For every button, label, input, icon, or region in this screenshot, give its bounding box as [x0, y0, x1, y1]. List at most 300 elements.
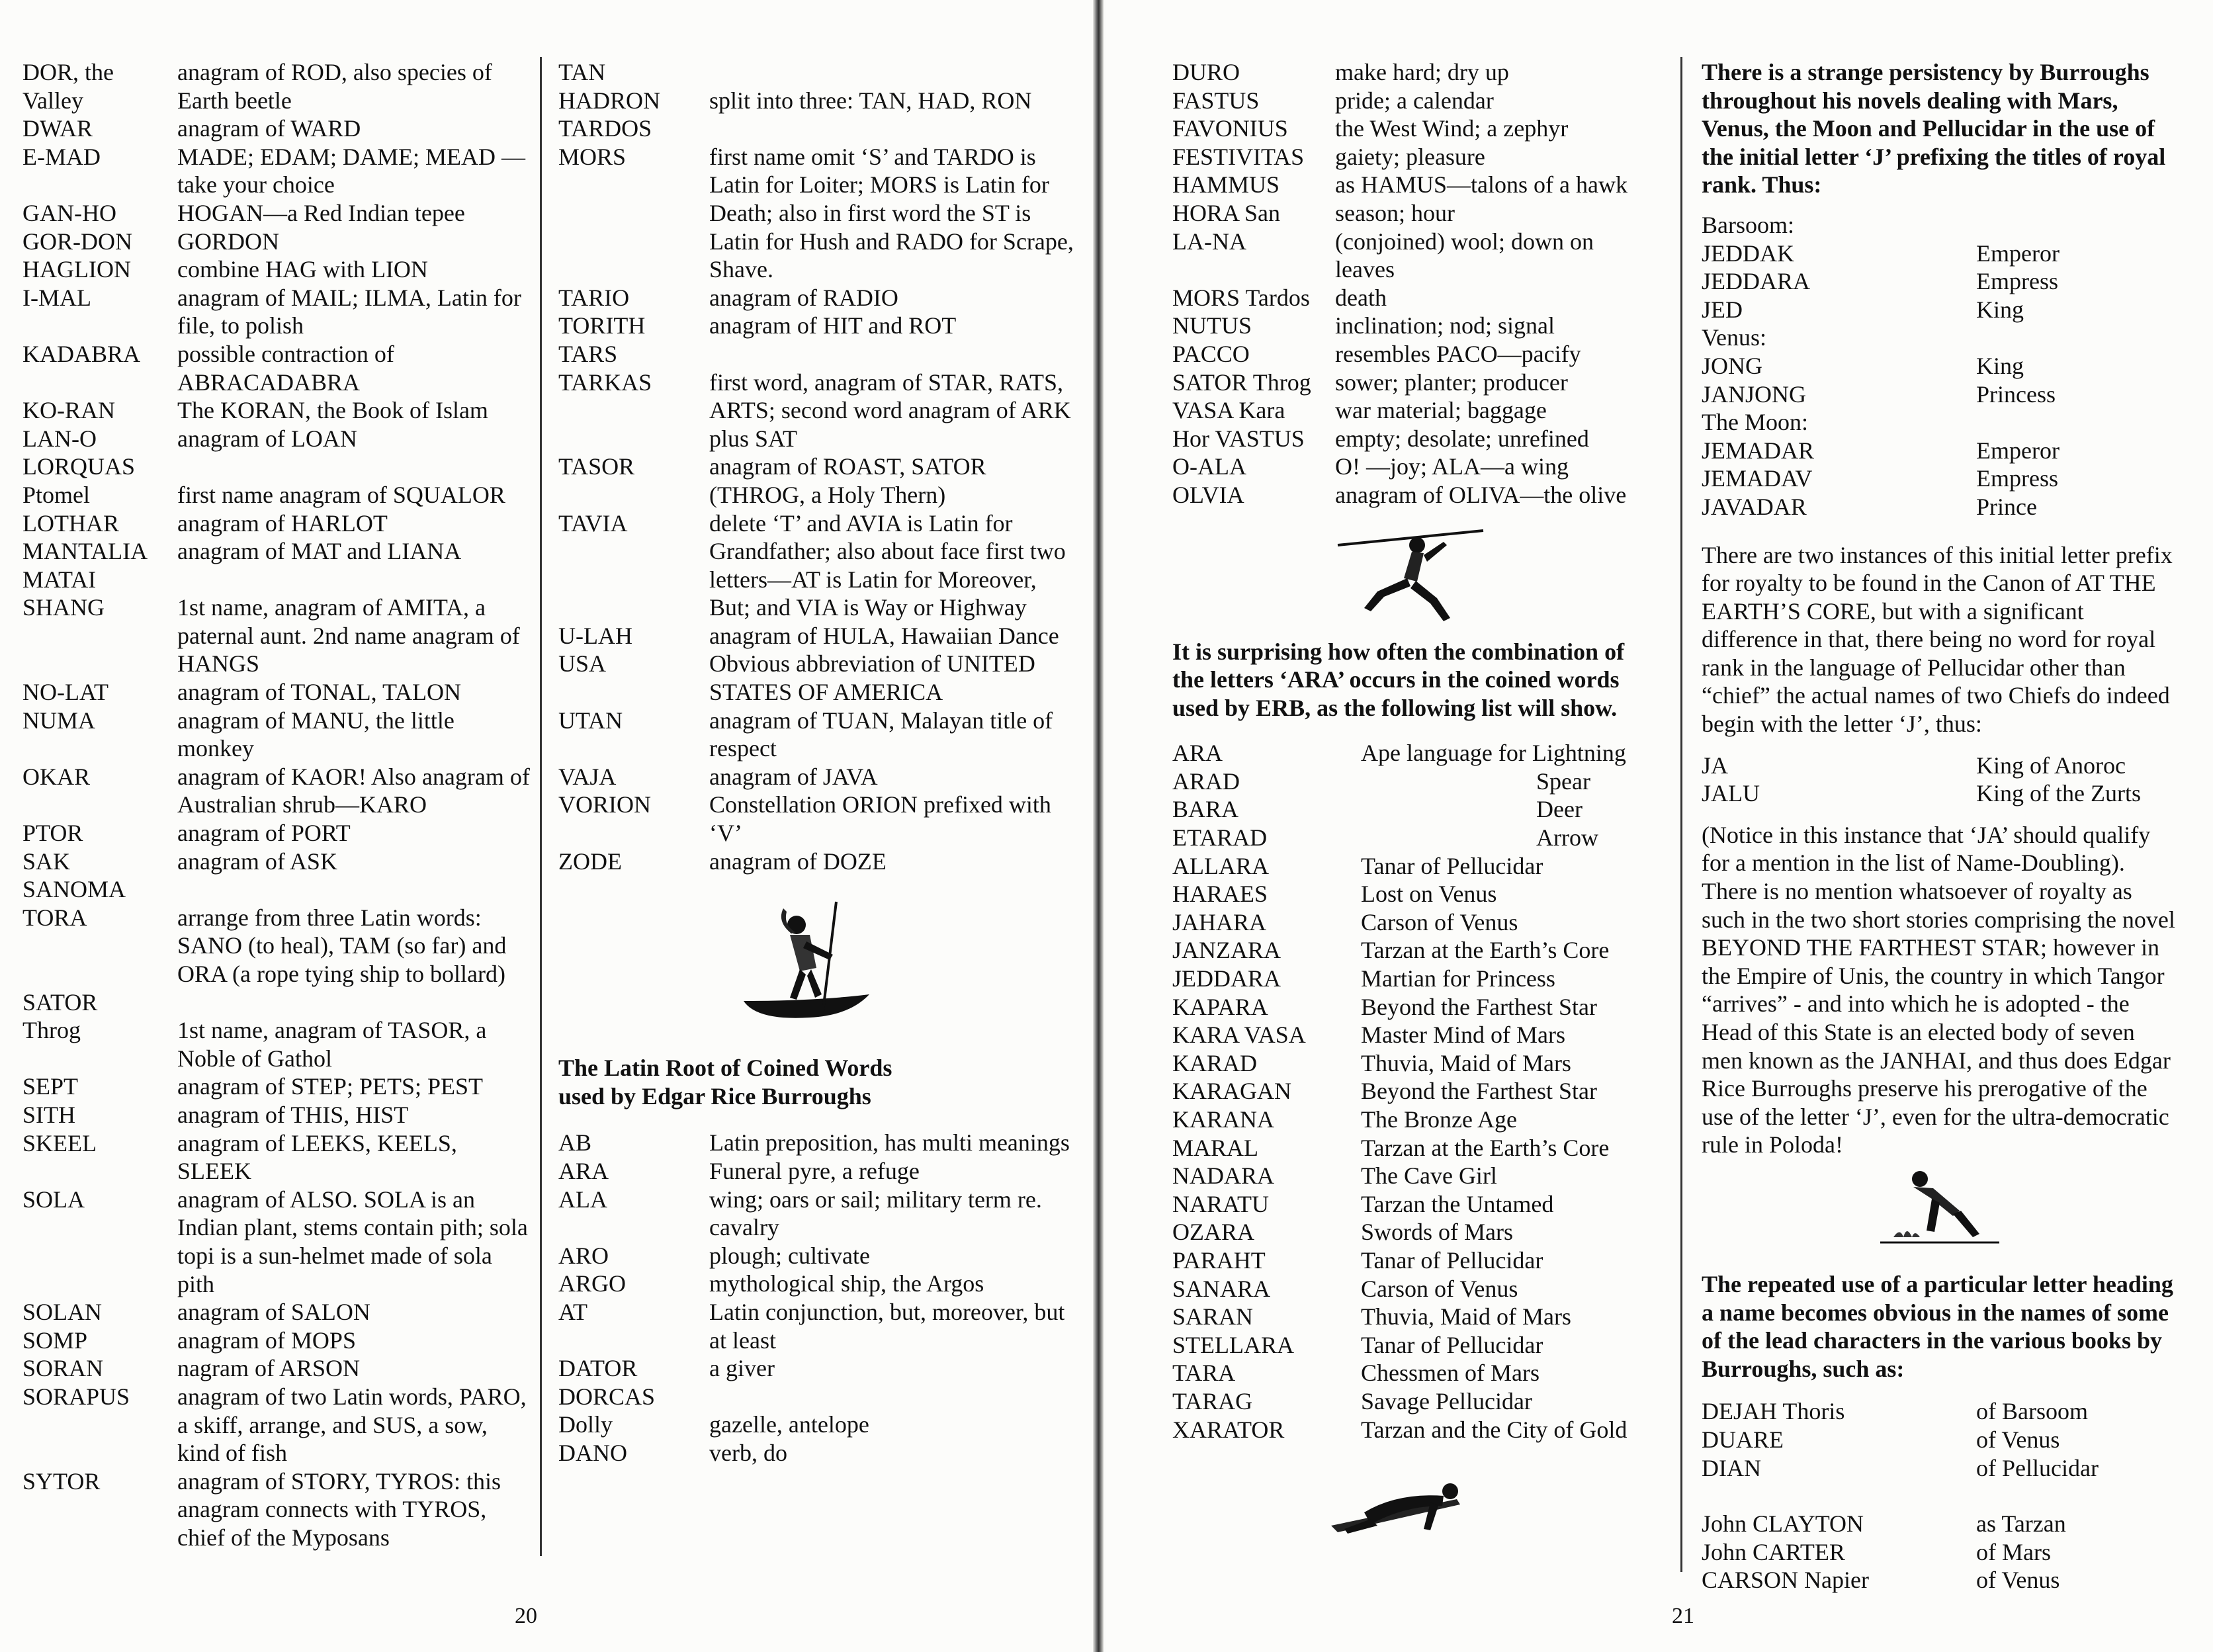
- entry-term: FESTIVITAS: [1172, 143, 1305, 170]
- entry-term: Hor VASTUS: [1172, 425, 1305, 452]
- poloda-paragraph: (Notice in this instance that ‘JA’ should qualify for a mention in the list of Name-Doubling). There is no mention whatsoever of royalty as such in the two short stories comprising the novel BEYOND THE FARTHEST STAR; however in the Empire of Unis, the country in which Tangor “arrives” - and into which he is adopted - the Head of this State is an elected body of seven men known as the JANHAI, and thus does Edgar Rice Burroughs preserve his prerogative of the use of the letter ‘J’, even for the ultra-democratic rule in Poloda!: [1702, 821, 2175, 1158]
- entry-term: LAN-O: [22, 425, 97, 452]
- glossary-entry: [558, 763, 1074, 791]
- glossary-entry: [1172, 425, 1635, 453]
- entry-term: VASA Kara: [1172, 397, 1285, 424]
- item-name: Barsoom:: [1702, 211, 1794, 238]
- entry-term: Ptomel: [22, 481, 91, 508]
- left-column-1: [22, 58, 532, 1551]
- entry-definition: Tarzan at the Earth’s Core: [1361, 1134, 1610, 1161]
- glossary-entry: [22, 566, 532, 594]
- entry-definition: anagram of LOAN: [177, 425, 357, 452]
- entry-term: ARA: [558, 1158, 609, 1184]
- glossary-entry: [1172, 767, 1635, 796]
- glossary-entry: [22, 340, 532, 396]
- entry-definition: Ape language for Lightning: [1361, 740, 1626, 767]
- glossary-entry: [1172, 1049, 1635, 1078]
- entry-term: SAK: [22, 848, 71, 875]
- entry-definition: anagram of STORY, TYROS: this anagram connects with TYROS, chief of the Myposans: [177, 1467, 501, 1551]
- item-name: JALU: [1702, 780, 1760, 807]
- glossary-entry: [558, 340, 1074, 369]
- glossary-entry: [1172, 1077, 1635, 1106]
- glossary-entry: [22, 1016, 532, 1072]
- entry-definition: Funeral pyre, a refuge: [709, 1158, 920, 1184]
- entry-term: NUTUS: [1172, 312, 1252, 339]
- entry-definition: Latin preposition, has multi meanings: [709, 1129, 1070, 1156]
- item-name: JEDDAK: [1702, 239, 1794, 267]
- entry-term: Throg: [22, 1017, 81, 1044]
- entry-term: SOLAN: [22, 1299, 103, 1326]
- entry-term: OZARA: [1172, 1219, 1254, 1246]
- entry-term: KARA VASA: [1172, 1022, 1306, 1049]
- glossary-entry: [558, 143, 1074, 284]
- entry-term: ARO: [558, 1242, 609, 1269]
- entry-definition: a giver: [709, 1355, 775, 1382]
- item-name: Venus:: [1702, 324, 1766, 351]
- entry-term: MANTALIA: [22, 538, 148, 565]
- entry-definition: Deer: [1536, 796, 1583, 823]
- entry-term: PTOR: [22, 820, 83, 847]
- entry-definition: Swords of Mars: [1361, 1219, 1513, 1246]
- entry-definition: anagram of HARLOT: [177, 509, 388, 537]
- entry-term: KADABRA: [22, 340, 141, 367]
- glossary-entry: [22, 904, 532, 988]
- glossary-entry: [1172, 312, 1635, 340]
- entry-definition: anagram of DOZE: [709, 848, 887, 875]
- entry-definition: wing; oars or sail; military term re. cavalry: [709, 1186, 1042, 1241]
- glossary-entry: [1172, 228, 1635, 284]
- item-meaning: Empress: [1976, 465, 2058, 492]
- entry-term: DWAR: [22, 115, 93, 142]
- glossary-entry: [22, 425, 532, 453]
- entry-definition: the West Wind; a zephyr: [1335, 115, 1569, 142]
- glossary-entry: [558, 1270, 1074, 1298]
- item-name: JED: [1702, 296, 1743, 323]
- entry-term: TARS: [558, 340, 618, 367]
- runner-with-spear-illustration: [1324, 525, 1497, 625]
- glossary-entry: [1172, 1359, 1635, 1387]
- entry-definition: Carson of Venus: [1361, 1275, 1518, 1302]
- glossary-entry: [1172, 1162, 1635, 1190]
- glossary-entry: [558, 453, 1074, 509]
- entry-definition: delete ‘T’ and AVIA is Latin for Grandfather; also about face first two letters—AT is Latin for Moreover, But; and VIA is Way or Highway: [709, 509, 1066, 621]
- glossary-entry: [22, 1072, 532, 1101]
- entry-term: AB: [558, 1129, 592, 1156]
- glossary-entry: [22, 875, 532, 904]
- glossary-entry: [22, 848, 532, 876]
- crawling-figure-illustration: [1324, 1466, 1477, 1539]
- entry-definition: as HAMUS—talons of a hawk: [1335, 171, 1627, 198]
- entry-definition: war material; baggage: [1335, 397, 1547, 424]
- entry-term: SOMP: [22, 1326, 88, 1354]
- entry-term: VORION: [558, 791, 651, 818]
- glossary-entry: [1172, 369, 1635, 397]
- entry-definition: nagram of ARSON: [177, 1355, 360, 1382]
- glossary-entry: [558, 1439, 1074, 1467]
- entry-term: MORS Tardos: [1172, 284, 1310, 311]
- entry-term: FASTUS: [1172, 87, 1260, 114]
- glossary-entry: [1172, 1134, 1635, 1162]
- glossary-entry: [1172, 1246, 1635, 1275]
- entry-term: PACCO: [1172, 340, 1250, 367]
- entry-term: TORA: [22, 904, 87, 931]
- item-meaning: King of the Zurts: [1976, 780, 2141, 807]
- entry-definition: anagram of STEP; PETS; PEST: [177, 1073, 483, 1100]
- item-meaning: [1976, 211, 2178, 239]
- entry-definition: Tarzan at the Earth’s Core: [1361, 937, 1610, 964]
- glossary-entry: [558, 622, 1074, 650]
- entry-definition: 1st name, anagram of AMITA, a paternal aunt. 2nd name anagram of HANGS: [177, 594, 520, 677]
- glossary-entry: [558, 791, 1074, 847]
- entry-term: DOR, the Valley: [22, 59, 114, 114]
- entry-definition: Beyond the Farthest Star: [1361, 1078, 1597, 1105]
- entry-definition: anagram of MOPS: [177, 1326, 356, 1354]
- list-item: [1702, 239, 2178, 268]
- entry-term: Dolly: [558, 1411, 613, 1438]
- entry-definition: anagram of THIS, HIST: [177, 1101, 409, 1128]
- entry-definition: empty; desolate; unrefined: [1335, 425, 1589, 452]
- entry-term: BARA: [1172, 796, 1239, 823]
- glossary-entry: [1172, 199, 1635, 228]
- item-meaning: Princess: [1976, 380, 2056, 408]
- item-meaning: King: [1976, 352, 2024, 379]
- entry-term: TARAG: [1172, 1387, 1253, 1414]
- entry-definition: Chessmen of Mars: [1361, 1360, 1540, 1387]
- entry-term: KO-RAN: [22, 397, 115, 424]
- entry-definition: sower; planter; producer: [1335, 369, 1568, 396]
- entry-term: TAN: [558, 59, 606, 85]
- glossary-entry: [22, 143, 532, 199]
- entry-term: NO-LAT: [22, 679, 108, 706]
- royal-heading: There is a strange persistency by Burroughs throughout his novels dealing with Mars, Venus, the Moon and Pellucidar in the use of the initial letter ‘J’ prefixing the titles of royal rank. Thus:: [1702, 59, 2166, 198]
- entry-definition: [177, 566, 532, 594]
- entry-term: GOR-DON: [22, 228, 132, 255]
- entry-definition: combine HAG with LION: [177, 256, 428, 283]
- entry-definition: anagram of TONAL, TALON: [177, 679, 462, 706]
- item-name: JEMADAR: [1702, 437, 1815, 464]
- entry-term: HARAES: [1172, 881, 1268, 908]
- entry-definition: [709, 58, 1074, 87]
- glossary-entry: [22, 537, 532, 566]
- item-meaning: Emperor: [1976, 437, 2060, 464]
- entry-term: SITH: [22, 1101, 75, 1128]
- item-name: JANJONG: [1702, 380, 1807, 408]
- glossary-entry: [1172, 1218, 1635, 1246]
- entry-definition: Master Mind of Mars: [1361, 1022, 1565, 1049]
- right-column-1: [1172, 58, 1635, 1539]
- page-number-left: 20: [515, 1604, 537, 1628]
- entry-term: LA-NA: [1172, 228, 1246, 255]
- glossary-entry: [1172, 396, 1635, 425]
- latin-heading: The Latin Root of Coined Words used by Edgar Rice Burroughs: [558, 1055, 892, 1109]
- glossary-entry: [558, 284, 1074, 312]
- entry-term: SORAPUS: [22, 1383, 130, 1410]
- entry-term: TORITH: [558, 312, 646, 339]
- glossary-entry: [22, 593, 532, 678]
- entry-definition: season; hour: [1335, 199, 1455, 226]
- entry-term: U-LAH: [558, 622, 632, 649]
- entry-definition: Arrow: [1536, 824, 1598, 851]
- entry-term: MARAL: [1172, 1134, 1259, 1161]
- item-name: John CARTER: [1702, 1538, 1845, 1565]
- glossary-entry: [22, 1467, 532, 1552]
- entry-definition: anagram of SALON: [177, 1299, 370, 1326]
- entry-definition: split into three: TAN, HAD, RON: [709, 87, 1032, 114]
- item-meaning: of Venus: [1976, 1426, 2060, 1453]
- list-item: [1702, 352, 2178, 380]
- entry-term: SEPT: [22, 1073, 79, 1100]
- entry-definition: Tanar of Pellucidar: [1361, 852, 1543, 879]
- entry-term: DURO: [1172, 59, 1240, 85]
- entry-definition: possible contraction of ABRACADABRA: [177, 340, 394, 396]
- item-meaning: Prince: [1976, 493, 2037, 520]
- boatman-illustration: [737, 895, 889, 1027]
- glossary-entry: [22, 1298, 532, 1326]
- right-page: [1106, 0, 2213, 1652]
- entry-definition: anagram of MAIL; ILMA, Latin for file, to polish: [177, 284, 521, 339]
- entry-definition: Martian for Princess: [1361, 965, 1555, 992]
- glossary-entry: [22, 255, 532, 284]
- glossary-entry: [22, 678, 532, 707]
- list-item: [1702, 267, 2178, 296]
- page-number-right: 21: [1672, 1604, 1694, 1628]
- entry-term: ARAD: [1172, 767, 1240, 795]
- entry-term: ETARAD: [1172, 824, 1268, 851]
- entry-term: AT: [558, 1298, 587, 1325]
- entry-term: OKAR: [22, 763, 91, 790]
- glossary-entry: [22, 114, 532, 143]
- entry-definition: [709, 1383, 1074, 1411]
- entry-definition: inclination; nod; signal: [1335, 312, 1555, 339]
- glossary-entry: [22, 228, 532, 256]
- entry-definition: (conjoined) wool; down on leaves: [1335, 228, 1594, 283]
- entry-term: DANO: [558, 1439, 627, 1466]
- entry-definition: The Cave Girl: [1361, 1162, 1497, 1190]
- entry-term: HORA San: [1172, 199, 1281, 226]
- entry-term: KARANA: [1172, 1106, 1275, 1133]
- glossary-entry: [22, 707, 532, 763]
- entry-term: DATOR: [558, 1355, 638, 1382]
- glossary-entry: [1172, 284, 1635, 312]
- entry-term: TASOR: [558, 453, 635, 480]
- glossary-entry: [558, 1383, 1074, 1411]
- item-name: JEDDARA: [1702, 268, 1811, 295]
- glossary-entry: [1172, 965, 1635, 993]
- entry-definition: anagram of MANU, the little monkey: [177, 707, 455, 762]
- list-item: [1702, 493, 2178, 521]
- item-name: JONG: [1702, 352, 1763, 379]
- glossary-entry: [1172, 1416, 1635, 1444]
- kneeling-figure-illustration: [1874, 1164, 2006, 1250]
- entry-term: TAVIA: [558, 509, 628, 537]
- item-meaning: of Pellucidar: [1976, 1454, 2099, 1481]
- glossary-entry: [1172, 1303, 1635, 1331]
- list-item: [1702, 437, 2178, 465]
- glossary-entry: [22, 58, 532, 114]
- entry-definition: first name omit ‘S’ and TARDO is Latin for Loiter; MORS is Latin for Death; also in first word the ST is Latin for Hush and RADO for Scrape, Shave.: [709, 143, 1074, 283]
- glossary-entry: [558, 114, 1074, 143]
- entry-definition: Beyond the Farthest Star: [1361, 993, 1597, 1020]
- glossary-entry: [1172, 852, 1635, 881]
- entry-term: O-ALA: [1172, 453, 1246, 480]
- glossary-entry: [22, 988, 532, 1017]
- entry-definition: [177, 875, 532, 904]
- glossary-entry: [1172, 87, 1635, 115]
- entry-definition: Tarzan the Untamed: [1361, 1190, 1554, 1217]
- glossary-entry: [558, 1186, 1074, 1242]
- item-name: JEMADAV: [1702, 465, 1813, 492]
- entry-definition: arrange from three Latin words: SANO (to heal), TAM (so far) and ORA (a rope tying ship to bollard): [177, 904, 507, 987]
- glossary-entry: [22, 1186, 532, 1298]
- entry-term: ARA: [1172, 740, 1223, 767]
- list-item: [1702, 296, 2178, 324]
- glossary-entry: [22, 763, 532, 819]
- list-item: [1702, 1397, 2178, 1426]
- item-meaning: of Barsoom: [1976, 1398, 2088, 1425]
- entry-term: SANOMA: [22, 876, 126, 903]
- entry-definition: death: [1335, 284, 1387, 311]
- glossary-entry: [22, 284, 532, 340]
- glossary-entry: [22, 396, 532, 425]
- glossary-entry: [558, 509, 1074, 622]
- book-gutter: [1093, 0, 1104, 1652]
- entry-definition: Tarzan and the City of Gold: [1361, 1416, 1627, 1443]
- royal-paragraph: There are two instances of this initial letter prefix for royalty to be found in the Canon of AT THE EARTH’S CORE, but with a significant difference in that, there being no word for royal rank in the language of Pellucidar other than “chief” the actual names of two Chiefs do indeed begin with the letter ‘J’, thus:: [1702, 541, 2173, 738]
- list-item: [1702, 1426, 2178, 1454]
- list-item: [1702, 464, 2178, 493]
- glossary-entry: [558, 1411, 1074, 1439]
- entry-term: KARAGAN: [1172, 1078, 1291, 1105]
- entry-term: MORS: [558, 143, 627, 170]
- entry-definition: Constellation ORION prefixed with ‘V’: [709, 791, 1051, 847]
- entry-term: SARAN: [1172, 1303, 1254, 1330]
- entry-definition: anagram of ROAST, SATOR (THROG, a Holy Thern): [709, 453, 986, 508]
- glossary-entry: [558, 707, 1074, 763]
- glossary-entry: [1172, 340, 1635, 369]
- glossary-entry: [1172, 795, 1635, 824]
- glossary-entry: [1172, 143, 1635, 171]
- glossary-entry: [1172, 453, 1635, 481]
- glossary-entry: [558, 1354, 1074, 1383]
- entry-definition: anagram of ASK: [177, 848, 337, 875]
- entry-definition: resembles PACO—pacify: [1335, 340, 1581, 367]
- item-name: DUARE: [1702, 1426, 1784, 1453]
- ara-heading: It is surprising how often the combination of the letters ‘ARA’ occurs in the coined words used by ERB, as the following list will show.: [1172, 638, 1625, 721]
- glossary-entry: [22, 509, 532, 538]
- item-name: CARSON Napier: [1702, 1567, 1869, 1594]
- glossary-entry: [22, 199, 532, 228]
- right-column-2: [1702, 58, 2178, 1594]
- entry-term: LORQUAS: [22, 453, 136, 480]
- entry-term: TARIO: [558, 284, 630, 311]
- glossary-entry: [1172, 908, 1635, 937]
- entry-definition: The KORAN, the Book of Islam: [177, 397, 488, 424]
- entry-term: USA: [558, 650, 607, 677]
- glossary-entry: [558, 848, 1074, 876]
- entry-definition: MADE; EDAM; DAME; MEAD —take your choice: [177, 143, 525, 198]
- glossary-entry: [22, 1326, 532, 1355]
- entry-definition: [709, 340, 1074, 369]
- entry-term: NUMA: [22, 707, 96, 734]
- entry-term: HADRON: [558, 87, 661, 114]
- item-meaning: of Mars: [1976, 1538, 2051, 1565]
- entry-definition: anagram of LEEKS, KEELS, SLEEK: [177, 1129, 457, 1185]
- list-item: [1702, 380, 2178, 409]
- entry-definition: anagram of KAOR! Also anagram of Australian shrub—KARO: [177, 763, 530, 818]
- item-meaning: Emperor: [1976, 239, 2060, 267]
- entry-definition: anagram of HIT and ROT: [709, 312, 957, 339]
- entry-term: SHANG: [22, 594, 105, 621]
- entry-term: ALLARA: [1172, 852, 1269, 879]
- list-item: [1702, 1538, 2178, 1567]
- repeat-heading: The repeated use of a particular letter heading a name becomes obvious in the names of some of the lead characters in the various books by Burroughs, such as:: [1702, 1270, 2173, 1382]
- entry-term: OLVIA: [1172, 481, 1244, 508]
- glossary-entry: [1172, 58, 1635, 87]
- list-item: [1702, 779, 2178, 808]
- entry-term: SOLA: [22, 1186, 85, 1213]
- list-item: [1702, 1510, 2178, 1538]
- entry-definition: [709, 114, 1074, 143]
- entry-definition: anagram of ALSO. SOLA is an Indian plant, stems contain pith; sola topi is a sun-helmet made of sola pith: [177, 1186, 528, 1297]
- entry-term: HAGLION: [22, 256, 131, 283]
- entry-definition: anagram of MAT and LIANA: [177, 538, 462, 565]
- entry-term: JANZARA: [1172, 937, 1281, 964]
- item-meaning: of Venus: [1976, 1567, 2060, 1594]
- entry-term: I-MAL: [22, 284, 91, 311]
- glossary-entry: [1172, 1021, 1635, 1049]
- entry-term: PARAHT: [1172, 1246, 1266, 1274]
- entry-definition: first name anagram of SQUALOR: [177, 481, 505, 508]
- entry-definition: Thuvia, Maid of Mars: [1361, 1049, 1571, 1076]
- entry-definition: HOGAN—a Red Indian tepee: [177, 199, 465, 226]
- list-item: [1702, 408, 2178, 437]
- glossary-entry: [22, 1101, 532, 1129]
- glossary-entry: [22, 1383, 532, 1467]
- entry-term: KARAD: [1172, 1049, 1258, 1076]
- entry-term: FAVONIUS: [1172, 115, 1288, 142]
- entry-definition: anagram of OLIVA—the olive: [1335, 481, 1627, 508]
- glossary-entry: [1172, 880, 1635, 908]
- entry-term: SYTOR: [22, 1467, 101, 1495]
- entry-definition: Obvious abbreviation of UNITED STATES OF AMERICA: [709, 650, 1035, 706]
- entry-definition: Tanar of Pellucidar: [1361, 1246, 1543, 1274]
- glossary-entry: [22, 819, 532, 848]
- entry-term: UTAN: [558, 707, 623, 734]
- glossary-entry: [1172, 171, 1635, 199]
- item-name: DIAN: [1702, 1454, 1761, 1481]
- list-item: [1702, 752, 2178, 780]
- entry-definition: anagram of RADIO: [709, 284, 898, 311]
- list-item: [1702, 1454, 2178, 1483]
- entry-term: STELLARA: [1172, 1331, 1294, 1358]
- item-name: JAVADAR: [1702, 493, 1807, 520]
- entry-term: NARATU: [1172, 1190, 1270, 1217]
- entry-definition: The Bronze Age: [1361, 1106, 1517, 1133]
- glossary-entry: [558, 1157, 1074, 1186]
- list-item: [1702, 1566, 2178, 1594]
- entry-definition: plough; cultivate: [709, 1242, 870, 1269]
- entry-term: TARA: [1172, 1360, 1236, 1387]
- entry-definition: anagram of ROD, also species of Earth beetle: [177, 59, 492, 114]
- entry-definition: 1st name, anagram of TASOR, a Noble of Gathol: [177, 1017, 487, 1072]
- list-item: [1702, 211, 2178, 239]
- entry-term: SANARA: [1172, 1275, 1271, 1302]
- glossary-entry: [1172, 1275, 1635, 1303]
- glossary-entry: [1172, 993, 1635, 1022]
- entry-definition: anagram of JAVA: [709, 763, 878, 790]
- entry-definition: Spear: [1536, 767, 1590, 795]
- entry-term: JAHARA: [1172, 908, 1267, 935]
